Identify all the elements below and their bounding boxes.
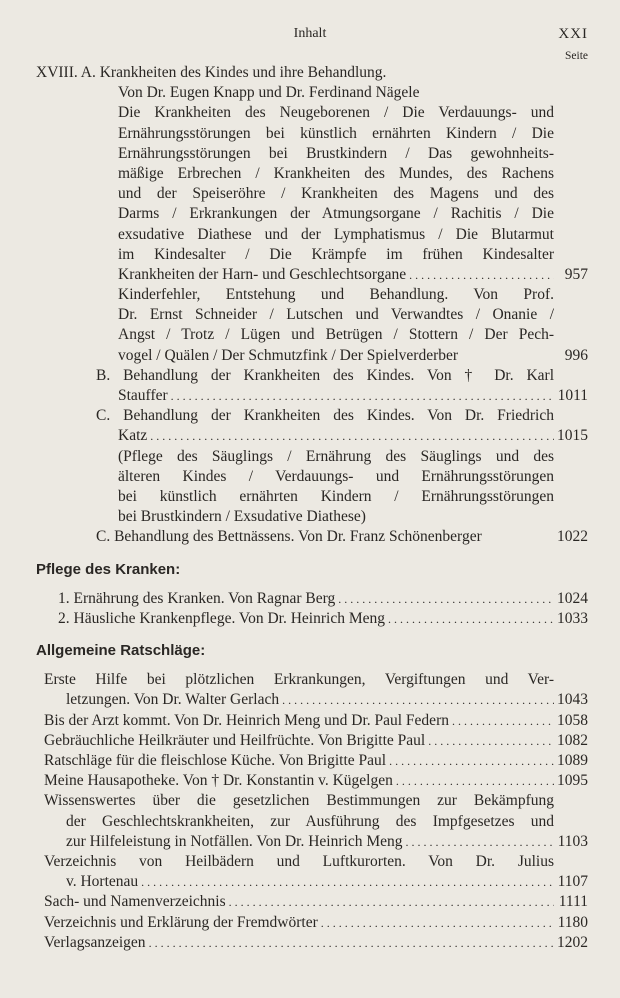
toc-line: [36, 305, 588, 325]
toc-line-text: Wissenswertes über die gesetzlichen Bestimmungen zur Bekämpfung: [44, 792, 554, 810]
toc-line: [36, 771, 588, 791]
dot-leader: [138, 872, 554, 892]
toc-line: [36, 872, 588, 892]
toc-line-text: C. Behandlung des Bettnässens. Von Dr. Franz Schönenberger: [96, 528, 482, 546]
dot-leader: [386, 751, 554, 771]
toc-line: [36, 812, 588, 832]
toc-line: [36, 225, 588, 245]
toc-page-number: 1089: [557, 752, 588, 769]
toc-line-text: Verzeichnis und Erklärung der Fremdwörter: [44, 913, 318, 931]
toc-line-text: C. Behandlung der Krankheiten des Kindes. Von Dr. Friedrich: [96, 407, 554, 425]
toc-line-text: v. Hortenau: [66, 873, 139, 891]
toc-line: [36, 124, 588, 144]
toc-line: [36, 467, 588, 487]
toc-line-text: Ernährungsstörungen bei Brustkindern / Das gewohnheits-: [118, 144, 554, 162]
toc-line-text: im Kindesalter / Die Krämpfe im frühen Kindesalter: [118, 245, 554, 263]
dot-leader: [403, 832, 555, 852]
toc-line: [36, 933, 588, 953]
toc-page-number: 1180: [557, 913, 588, 931]
toc-line-text: Katz: [118, 427, 148, 445]
toc-line-text: Allgemeine Ratschläge:: [36, 642, 206, 660]
toc-page-number: 1107: [557, 873, 588, 891]
toc-line: [36, 346, 588, 366]
toc-line: [36, 507, 588, 527]
toc-line-text: Verlagsanzeigen: [44, 933, 146, 951]
toc-line-text: Die Krankheiten des Neugeborenen / Die Verdauungs- und: [118, 104, 554, 122]
toc-line: [36, 204, 588, 224]
toc-line-text: Meine Hausapotheke. Von † Dr. Konstantin v. Kügelgen: [44, 772, 393, 790]
toc-line: [36, 487, 588, 507]
dot-leader: [449, 711, 554, 731]
dot-leader: [385, 609, 554, 629]
toc-line: [36, 690, 588, 710]
toc-page-number: 996: [564, 346, 588, 364]
toc-line-text: mäßige Erbrechen / Krankheiten des Mundes, des Rachens: [118, 164, 554, 182]
toc-line-text: B. Behandlung der Krankheiten des Kindes. Von † Dr. Karl: [96, 366, 554, 384]
toc-line-text: Krankheiten der Harn- und Geschlechtsorgane: [118, 265, 407, 283]
toc-line: [36, 325, 588, 345]
toc-line-text: 2. Häusliche Krankenpflege. Von Dr. Heinrich Meng: [58, 609, 385, 627]
spacer: [36, 661, 588, 670]
toc-line-text: Ernährungsstörungen bei künstlich ernährten Kindern / Die: [118, 124, 554, 142]
dot-leader: [406, 265, 554, 285]
toc-line: [36, 560, 588, 580]
toc-line: [36, 184, 588, 204]
toc-line: [36, 63, 588, 83]
toc-page-number: 1011: [557, 387, 588, 404]
toc-line: [36, 751, 588, 771]
toc-line: [36, 245, 588, 265]
toc-line-text: exsudative Diathese und der Lymphatismus / Die Blutarmut: [118, 225, 554, 243]
dot-leader: [335, 589, 554, 609]
toc-page-number: 957: [564, 265, 588, 283]
toc-line-text: der Geschlechtskrankheiten, zur Ausführung des Impfgesetzes und: [66, 812, 554, 830]
toc-page-number: 1082: [557, 731, 588, 749]
toc-line-text: Bis der Arzt kommt. Von Dr. Heinrich Meng und Dr. Paul Federn: [44, 711, 449, 729]
toc-page-number: 1095: [557, 772, 588, 790]
toc-line: [36, 426, 588, 446]
toc-line: [36, 791, 588, 811]
toc-line: [36, 527, 588, 547]
dot-leader: [393, 771, 554, 791]
seite-label: Seite: [565, 50, 588, 62]
spacer: [36, 548, 588, 560]
toc-page-number: 1103: [557, 832, 588, 850]
toc-page-number: 1111: [558, 893, 588, 911]
toc-line: [36, 265, 588, 285]
toc-line-text: älteren Kindes / Verdauungs- und Ernährungsstörungen: [118, 467, 554, 485]
toc-line-text: zur Hilfeleistung in Notfällen. Von Dr. Heinrich Meng: [66, 832, 403, 850]
toc-line-text: (Pflege des Säuglings / Ernährung des Säuglings und des: [118, 447, 554, 465]
toc-line: [36, 406, 588, 426]
spacer: [36, 629, 588, 641]
toc-line: [36, 144, 588, 164]
dot-leader: [146, 933, 554, 953]
dot-leader: [318, 913, 554, 933]
table-of-contents: [36, 63, 588, 953]
toc-line-text: Kinderfehler, Entstehung und Behandlung. Von Prof.: [118, 286, 554, 304]
toc-line-text: Von Dr. Eugen Knapp und Dr. Ferdinand Nägele: [118, 84, 420, 102]
toc-line: [36, 589, 588, 609]
toc-page-number: 1043: [557, 691, 588, 709]
toc-line: [36, 103, 588, 123]
toc-line: [36, 832, 588, 852]
running-header: [0, 26, 620, 46]
toc-line-text: 1. Ernährung des Kranken. Von Ragnar Berg: [58, 589, 336, 607]
toc-page-number: 1033: [557, 609, 588, 627]
toc-line-text: Verzeichnis von Heilbädern und Luftkurorten. Von Dr. Julius: [44, 852, 554, 870]
toc-line: [36, 731, 588, 751]
toc-line: [36, 913, 588, 933]
toc-line: [36, 83, 588, 103]
toc-line-text: XVIII. A. Krankheiten des Kindes und ihre Behandlung.: [36, 64, 387, 81]
toc-line-text: Sach- und Namenverzeichnis: [44, 893, 226, 911]
toc-page-number: 1022: [557, 528, 588, 546]
dot-leader: [226, 892, 554, 912]
toc-line: [36, 641, 588, 661]
toc-page-number: 1015: [557, 427, 588, 445]
toc-line-text: Dr. Ernst Schneider / Lutschen und Verwandtes / Onanie /: [118, 306, 554, 324]
toc-line-text: bei Brustkindern / Exsudative Diathese): [118, 508, 366, 526]
toc-line: [36, 447, 588, 467]
toc-line-text: bei künstlich ernährten Kindern / Ernährungsstörungen: [118, 487, 554, 505]
toc-page-number: 1202: [557, 933, 588, 951]
toc-line-text: Erste Hilfe bei plötzlichen Erkrankungen, Vergiftungen und Ver-: [44, 671, 554, 689]
toc-line-text: Gebräuchliche Heilkräuter und Heilfrüchte. Von Brigitte Paul: [44, 731, 426, 749]
toc-line: [36, 892, 588, 912]
toc-line-text: vogel / Quälen / Der Schmutzfink / Der Spielverderber: [118, 346, 459, 364]
toc-line: [36, 386, 588, 406]
toc-line-text: Angst / Trotz / Lügen und Betrügen / Stottern / Der Pech-: [118, 326, 554, 344]
toc-page-number: 1058: [557, 711, 588, 729]
toc-page-number: 1024: [557, 589, 588, 607]
dot-leader: [168, 386, 554, 406]
spacer: [36, 580, 588, 589]
dot-leader: [279, 690, 554, 710]
toc-line: [36, 711, 588, 731]
toc-line: [36, 285, 588, 305]
toc-line: [36, 164, 588, 184]
toc-line-text: Stauffer: [118, 387, 168, 404]
toc-line: [36, 366, 588, 386]
page-number-roman: XXI: [558, 26, 588, 42]
dot-leader: [147, 426, 554, 446]
dot-leader: [425, 731, 554, 751]
toc-line-text: Pflege des Kranken:: [36, 560, 181, 578]
toc-line-text: Darms / Erkrankungen der Atmungsorgane / Rachitis / Die: [118, 205, 554, 223]
toc-line: [36, 852, 588, 872]
toc-line: [36, 609, 588, 629]
toc-line: [36, 670, 588, 690]
header-title: Inhalt: [293, 26, 327, 41]
toc-line-text: letzungen. Von Dr. Walter Gerlach: [66, 691, 280, 709]
toc-line-text: und der Speiseröhre / Krankheiten des Magens und des: [118, 185, 554, 203]
toc-line-text: Ratschläge für die fleischlose Küche. Von Brigitte Paul: [44, 752, 387, 769]
